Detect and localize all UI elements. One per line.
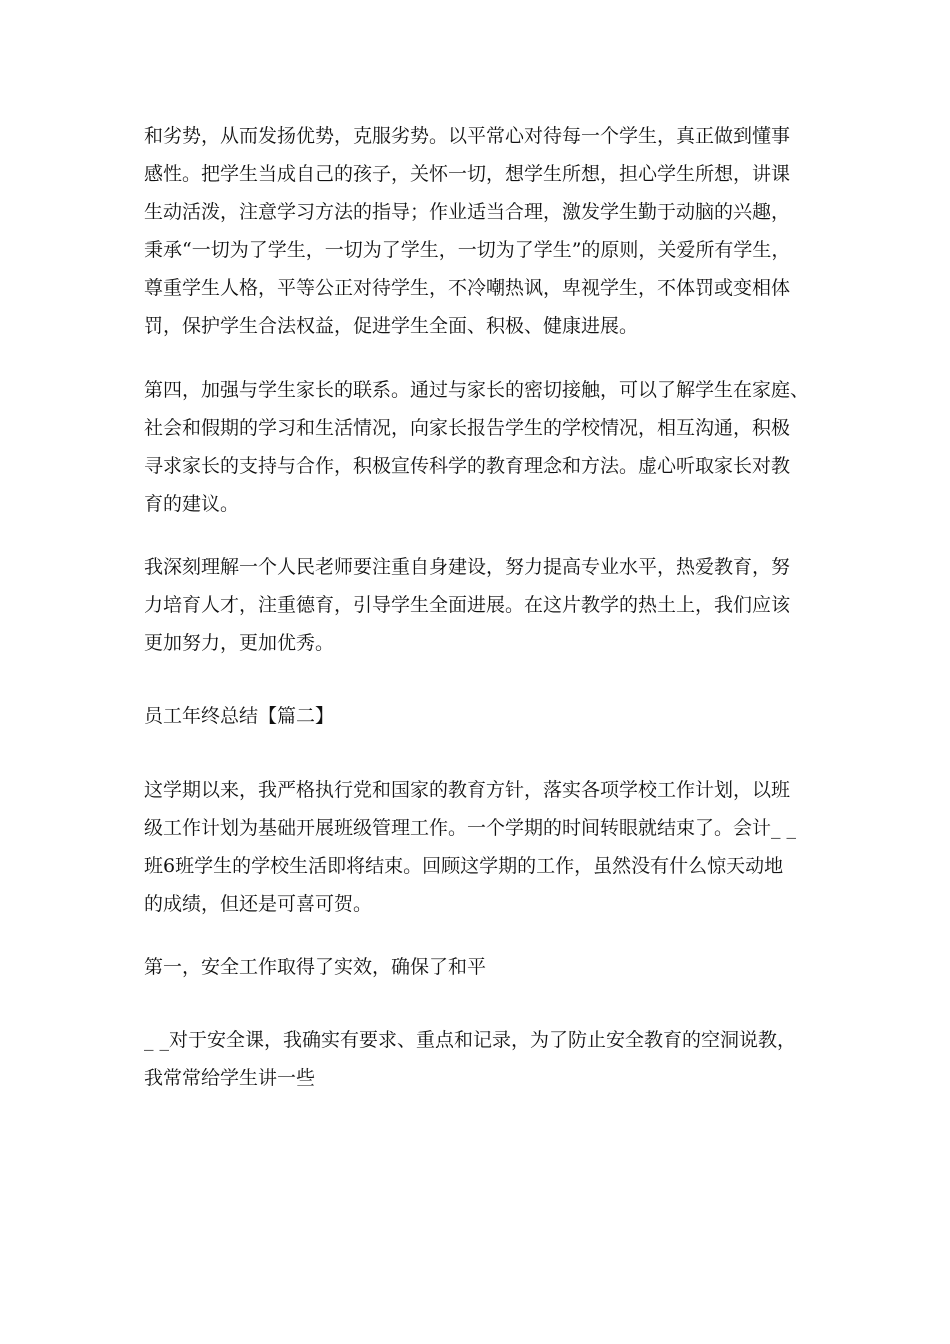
text-line: _ _对于安全课，我确实有要求、重点和记录，为了防止安全教育的空洞说教，	[144, 1029, 797, 1051]
text-line: 我常常给学生讲一些	[144, 1067, 316, 1089]
text-line: 第四，加强与学生家长的联系。通过与家长的密切接触，可以了解学生在家庭、	[144, 379, 810, 401]
text-line: 罚，保护学生合法权益，促进学生全面、积极、健康进展。	[144, 315, 639, 337]
text-line: 生动活泼，注意学习方法的指导；作业适当合理，激发学生勤于动脑的兴趣，	[144, 201, 791, 223]
text-line: 寻求家长的支持与合作，积极宣传科学的教育理念和方法。虚心听取家长对教	[144, 455, 791, 477]
section-heading	[144, 697, 816, 735]
text-line: 这学期以来，我严格执行党和国家的教育方针，落实各项学校工作计划，以班	[144, 779, 791, 801]
text-line: 第一，安全工作取得了实效，确保了和平	[144, 956, 487, 978]
section-title: 员工年终总结【篇二】	[144, 705, 335, 727]
text-line: 育的建议。	[144, 493, 240, 515]
text-line: 级工作计划为基础开展班级管理工作。一个学期的时间转眼就结束了。会计_ _	[144, 817, 797, 839]
text-line: 更加努力，更加优秀。	[144, 632, 335, 654]
text-line: 的成绩，但还是可喜可贺。	[144, 893, 373, 915]
text-line: 秉承“一切为了学生，一切为了学生，一切为了学生”的原则，关爱所有学生，	[144, 239, 791, 261]
paragraph-safety-heading	[144, 948, 816, 986]
text-line: 我深刻理解一个人民老师要注重自身建设，努力提高专业水平，热爱教育，努	[144, 556, 791, 578]
text-line: 和劣势，从而发扬优势，克服劣势。以平常心对待每一个学生，真正做到懂事	[144, 125, 791, 147]
text-line: 尊重学生人格，平等公正对待学生，不冷嘲热讽，卑视学生，不体罚或变相体	[144, 277, 791, 299]
paragraph-safety-lessons	[144, 1021, 816, 1097]
paragraph-semester-overview	[144, 771, 816, 923]
text-line: 感性。把学生当成自己的孩子，关怀一切，想学生所想，担心学生所想，讲课	[144, 163, 791, 185]
text-line: 班6班学生的学校生活即将结束。回顾这学期的工作，虽然没有什么惊天动地	[144, 855, 784, 877]
paragraph-parent-contact	[144, 371, 816, 523]
paragraph-student-care	[144, 117, 816, 345]
paragraph-teacher-development	[144, 548, 816, 662]
text-line: 力培育人才，注重德育，引导学生全面进展。在这片教学的热土上，我们应该	[144, 594, 791, 616]
text-line: 社会和假期的学习和生活情况，向家长报告学生的学校情况，相互沟通，积极	[144, 417, 791, 439]
